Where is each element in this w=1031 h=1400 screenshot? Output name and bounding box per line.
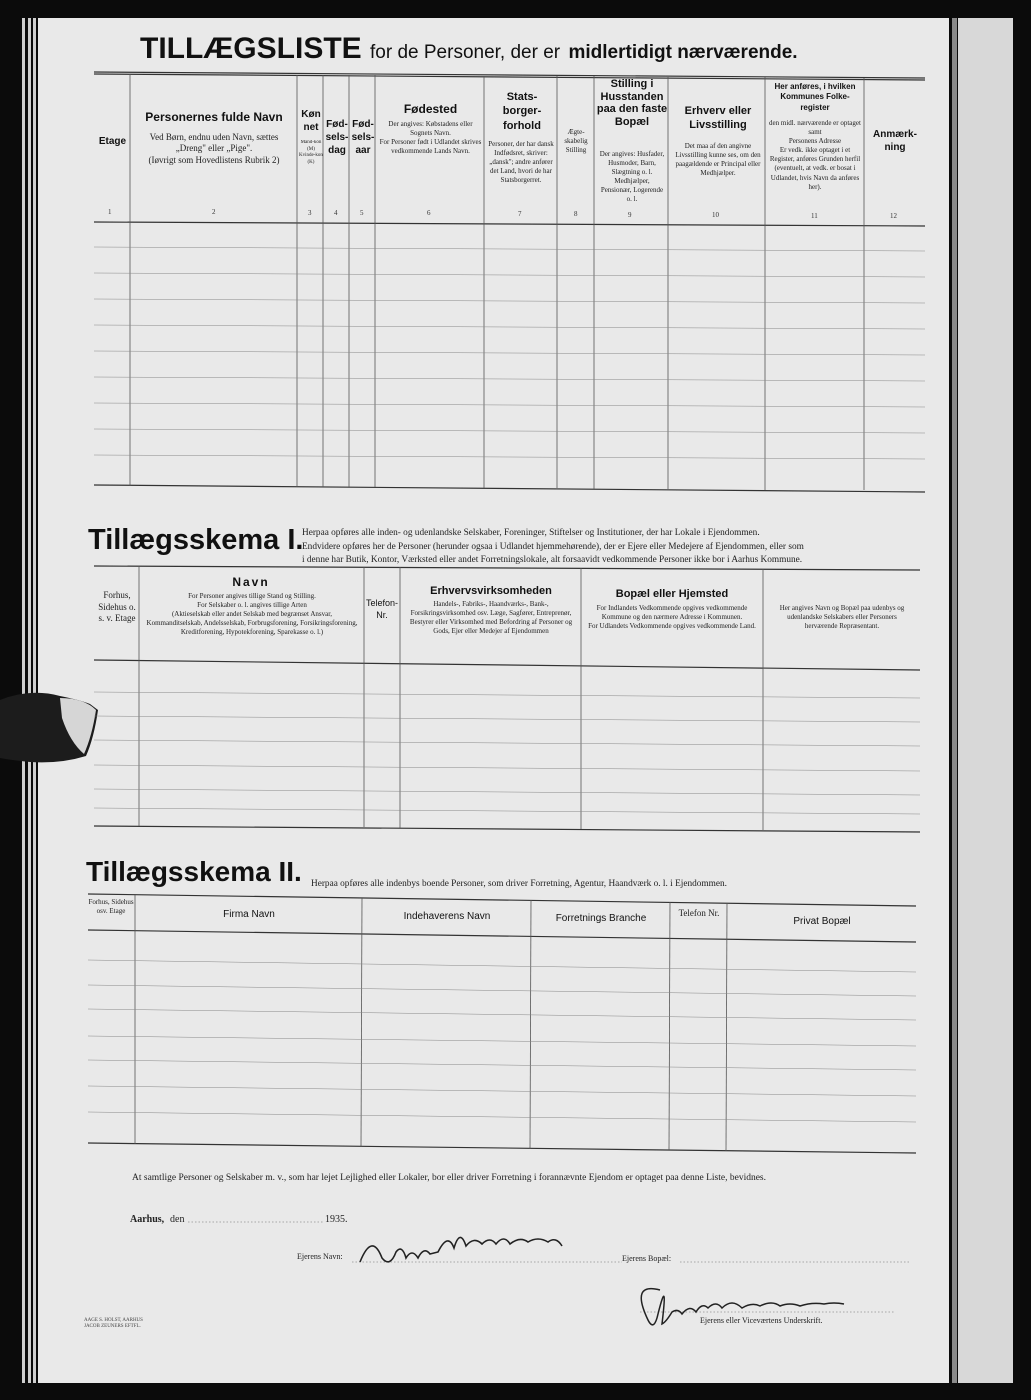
schema1-title: Tillægsskema I. <box>88 524 304 556</box>
col-name-head: Personernes fulde Navn <box>145 110 283 124</box>
col-register-head: Her anføres, i hvilken Kommunes Folke-register <box>774 82 856 112</box>
col-birthyear-head: Fød-sels-aar <box>351 119 375 156</box>
s2-col-phone-head: Telefon Nr. <box>678 908 720 918</box>
col-birthplace-head: Fødested <box>403 102 458 116</box>
col-number: 6 <box>427 209 431 217</box>
col-number: 4 <box>334 209 338 217</box>
owner-name-value <box>420 1234 564 1257</box>
s1-col-address-head: Bopæl eller Hjemsted <box>615 588 729 600</box>
s2-col-floor-head: Forhus, Sidehus osv. Etage <box>88 898 134 916</box>
col-name-body: Ved Børn, endnu uden Navn, sættes „Dreng" eller „Pige". (Iøvrigt som Hovedlistens Rubrik 2) <box>148 132 280 165</box>
declaration: At samtlige Personer og Selskaber m. v., som har lejet Lejlighed eller Lokaler, bor eller driver Forretning i forannævnte Ejendom er optaget paa denne Liste, bevidnes. <box>132 1173 766 1183</box>
col-kon-head: Kønnet <box>301 109 321 133</box>
col-citizenship-body: Personer, der har dansk Indfødsret, skriver: „dansk"; andre anfører det Land, hvori de har Statsborgerret. <box>488 140 554 185</box>
s1-col-name-body: For Personer angives tillige Stand og Stilling. For Selskaber o. l. angives tillige Arten (Aktieselskab eller andet Selskab med begrænset Ansvar, Kommanditselskab, Andelsselskab, Forbrugsforening, Forsikringsforening, Kreditforening, Hypotekforening, Sparekasse o. l.) <box>146 592 358 637</box>
col-number: 8 <box>574 210 578 218</box>
s2-col-owner-head: Indehaverens Navn <box>403 911 491 922</box>
s1-col-rep-body: Her angives Navn og Bopæl paa udenbys og udenlandske Selskabers eller Personers herværende Repræsentant. <box>779 604 905 631</box>
printer-imprint: AAGE S. HOLST, AARHUS JACOB ZEUNERS EFTFL. <box>84 1318 143 1329</box>
s1-col-business-body: Handels-, Fabriks-, Haandværks-, Bank-, Forsikringsvirksomhed osv. Læge, Sagfører, Entreprenør, Bestyrer eller Virksomhed med Befordring af Personer og Gods, Ejer eller Medejer af Ejendommen <box>409 600 573 636</box>
col-number: 9 <box>628 211 632 219</box>
col-remark-head: Anmærk-ning <box>873 129 917 153</box>
col-occupation-body: Det maa af den angivne Livsstilling kunne ses, om den paagældende er Principal eller Medhjælper. <box>675 142 761 178</box>
col-citizenship-head: Stats-borger-forhold <box>502 91 542 132</box>
col-register-body: den midl. nærværende er optaget samt Personens Adresse Er vedk. ikke optaget i et Register, anføres Grunden herfil (eventuelt, at vedk. er bosat i Udlandet, hvis Navn da anføres her). <box>769 119 861 191</box>
schema1-text-3: i denne har Butik, Kontor, Værksted eller andet Forretningslokale, alt forsaavidt vedkommende Personer ikke bor i Aarhus Kommune. <box>302 555 803 565</box>
col-occupation-head: Erhverv eller Livsstilling <box>684 105 752 132</box>
col-number: 5 <box>360 209 364 217</box>
col-kon-body: Mand-kon (M) Kvinde-kon (K) <box>299 140 323 165</box>
col-number: 3 <box>308 209 312 217</box>
s1-col-floor-head: Forhus, Sidehus o. s. v. Etage <box>98 590 136 624</box>
schema1-text-1: Herpaa opføres alle inden- og udenlandske Selskaber, Foreninger, Stiftelser og Institutioner, der har Lokale i Ejendommen. <box>302 528 760 538</box>
s2-col-address-head: Privat Bopæl <box>793 916 851 927</box>
col-number: 1 <box>108 208 112 216</box>
title-word: TILLÆGSLISTE <box>140 32 362 65</box>
col-marital-head: Ægte-skabelig Stilling <box>564 128 588 155</box>
schema1-text-2: Endvidere opføres her de Personer (herunder ogsaa i Udlandet hjemmehørende), der er Ejere eller Medejere af Ejendommen, eller som <box>302 542 804 552</box>
col-number: 7 <box>518 210 522 218</box>
year-value: 1935. <box>325 1214 348 1225</box>
s1-col-address-body: For Indlandets Vedkommende opgives vedkommende Kommune og den nærmere Adresse i Kommunen. For Udlandets Vedkommende opgives vedkommende Land. <box>588 604 756 631</box>
s1-col-phone-head: Telefon-Nr. <box>366 598 398 620</box>
title-emphasis: midlertidigt nærværende. <box>568 42 798 63</box>
signature-label: Ejerens eller Viceværtens Underskrift. <box>700 1316 823 1325</box>
s1-col-business-head: Erhvervsvirksomheden <box>430 585 552 597</box>
col-household-head: Stilling i Husstanden paa den faste Bopæl <box>596 78 668 128</box>
col-number: 2 <box>212 208 216 216</box>
signature-value <box>680 1290 786 1313</box>
title-text: for de Personer, der er <box>370 42 561 63</box>
schema2-title: Tillægsskema II. <box>86 856 302 887</box>
schema2-text: Herpaa opføres alle indenbys boende Personer, som driver Forretning, Agentur, Haandværk o. l. i Ejendommen. <box>311 879 727 889</box>
s1-col-name-head: Navn <box>232 575 270 589</box>
owner-name-label: Ejerens Navn: <box>297 1252 343 1261</box>
col-number: 12 <box>890 212 897 220</box>
s2-col-branch-head: Forretnings Branche <box>555 913 647 924</box>
owner-address-label: Ejerens Bopæl: <box>622 1254 672 1263</box>
place-label: Aarhus, <box>130 1214 165 1225</box>
col-number: 11 <box>811 212 818 220</box>
col-number: 10 <box>712 211 719 219</box>
col-birthplace-body: Der angives: Købstadens eller Sognets Navn. For Personer født i Udlandet skrives vedkommende Lands Navn. <box>379 120 482 156</box>
s2-col-firm-head: Firma Navn <box>223 909 275 920</box>
den-label: den <box>170 1214 185 1225</box>
col-etage-head: Etage <box>98 136 127 147</box>
col-household-body: Der angives: Husfader, Husmoder, Barn, Slægtning o. l. Medhjælper, Pensionær, Logerende o. l. <box>599 150 665 204</box>
col-birthday-head: Fød-sels-dag <box>325 119 349 156</box>
